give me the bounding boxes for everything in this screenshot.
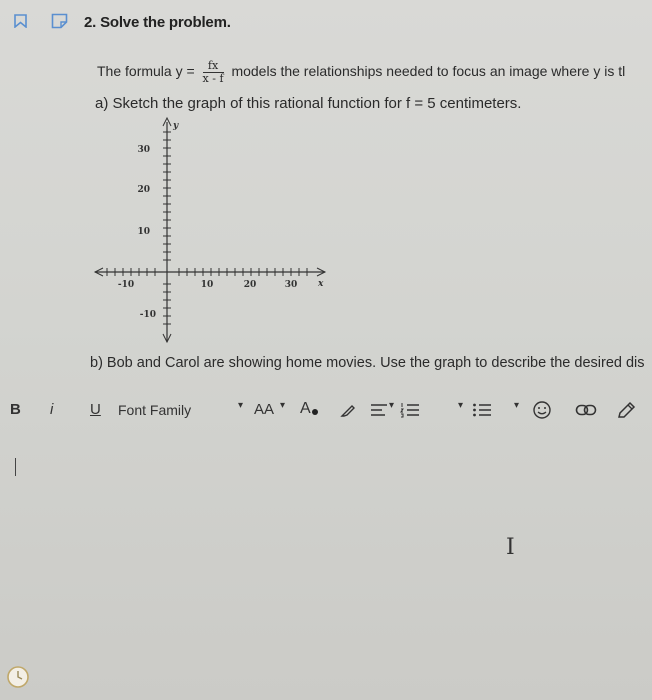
bullet-list-icon[interactable] bbox=[472, 402, 492, 418]
bold-button[interactable]: B bbox=[10, 401, 21, 418]
font-family-dropdown-icon[interactable]: ▾ bbox=[238, 400, 244, 411]
y-tick-label-neg10: -10 bbox=[139, 310, 156, 320]
italic-button[interactable]: i bbox=[50, 401, 54, 418]
text-cursor[interactable] bbox=[15, 458, 16, 476]
highlight-icon[interactable] bbox=[340, 402, 356, 418]
y-tick-label-10: 10 bbox=[137, 227, 150, 237]
formula-text bbox=[97, 60, 625, 85]
note-icon[interactable] bbox=[51, 13, 69, 29]
align-dropdown-icon[interactable]: ▾ bbox=[389, 400, 395, 411]
x-tick-label-20: 20 bbox=[243, 280, 257, 290]
formula-numerator: fx bbox=[203, 60, 224, 73]
ordered-list-icon[interactable] bbox=[400, 402, 420, 418]
formula-suffix: models the relationships needed to focus an image where y is tl bbox=[231, 63, 626, 80]
formula-denominator: x - f bbox=[202, 72, 224, 85]
mouse-ibeam-cursor-icon: I bbox=[506, 535, 515, 560]
editor-toolbar bbox=[0, 398, 652, 426]
align-icon[interactable] bbox=[370, 403, 388, 417]
formula-fraction bbox=[203, 60, 224, 85]
bullet-list-dropdown-icon[interactable]: ▾ bbox=[514, 400, 520, 411]
part-a-text: a) Sketch the graph of this rational function for f = 5 centimeters. bbox=[95, 95, 522, 112]
y-tick-label-30: 30 bbox=[137, 145, 150, 155]
x-tick-label-10: 10 bbox=[200, 280, 214, 290]
underline-button[interactable]: U bbox=[90, 401, 101, 418]
ordered-list-dropdown-icon[interactable]: ▾ bbox=[458, 400, 464, 411]
font-size-dropdown-icon[interactable]: ▾ bbox=[280, 400, 286, 411]
bookmark-icon[interactable] bbox=[14, 14, 27, 28]
y-tick-label-20: 20 bbox=[137, 185, 150, 195]
text-color-swatch-icon bbox=[312, 409, 318, 415]
font-size-button[interactable]: AA bbox=[254, 401, 275, 418]
formula-prefix: The formula y = bbox=[97, 63, 195, 80]
x-tick-label-30: 30 bbox=[284, 280, 298, 290]
part-b-text: b) Bob and Carol are showing home movies. Use the graph to describe the desired dis bbox=[90, 355, 645, 371]
y-axis-label: y bbox=[173, 121, 179, 131]
x-axis-label: x bbox=[318, 279, 324, 289]
coordinate-grid bbox=[80, 112, 340, 357]
x-tick-label-neg10: -10 bbox=[117, 280, 135, 290]
text-color-button[interactable]: A bbox=[300, 400, 311, 417]
link-icon[interactable] bbox=[575, 402, 597, 418]
question-title: 2. Solve the problem. bbox=[84, 14, 231, 31]
pencil-icon[interactable] bbox=[617, 401, 637, 419]
clock-icon[interactable] bbox=[6, 665, 30, 689]
font-family-select[interactable]: Font Family bbox=[118, 402, 192, 418]
emoji-icon[interactable] bbox=[532, 400, 552, 420]
